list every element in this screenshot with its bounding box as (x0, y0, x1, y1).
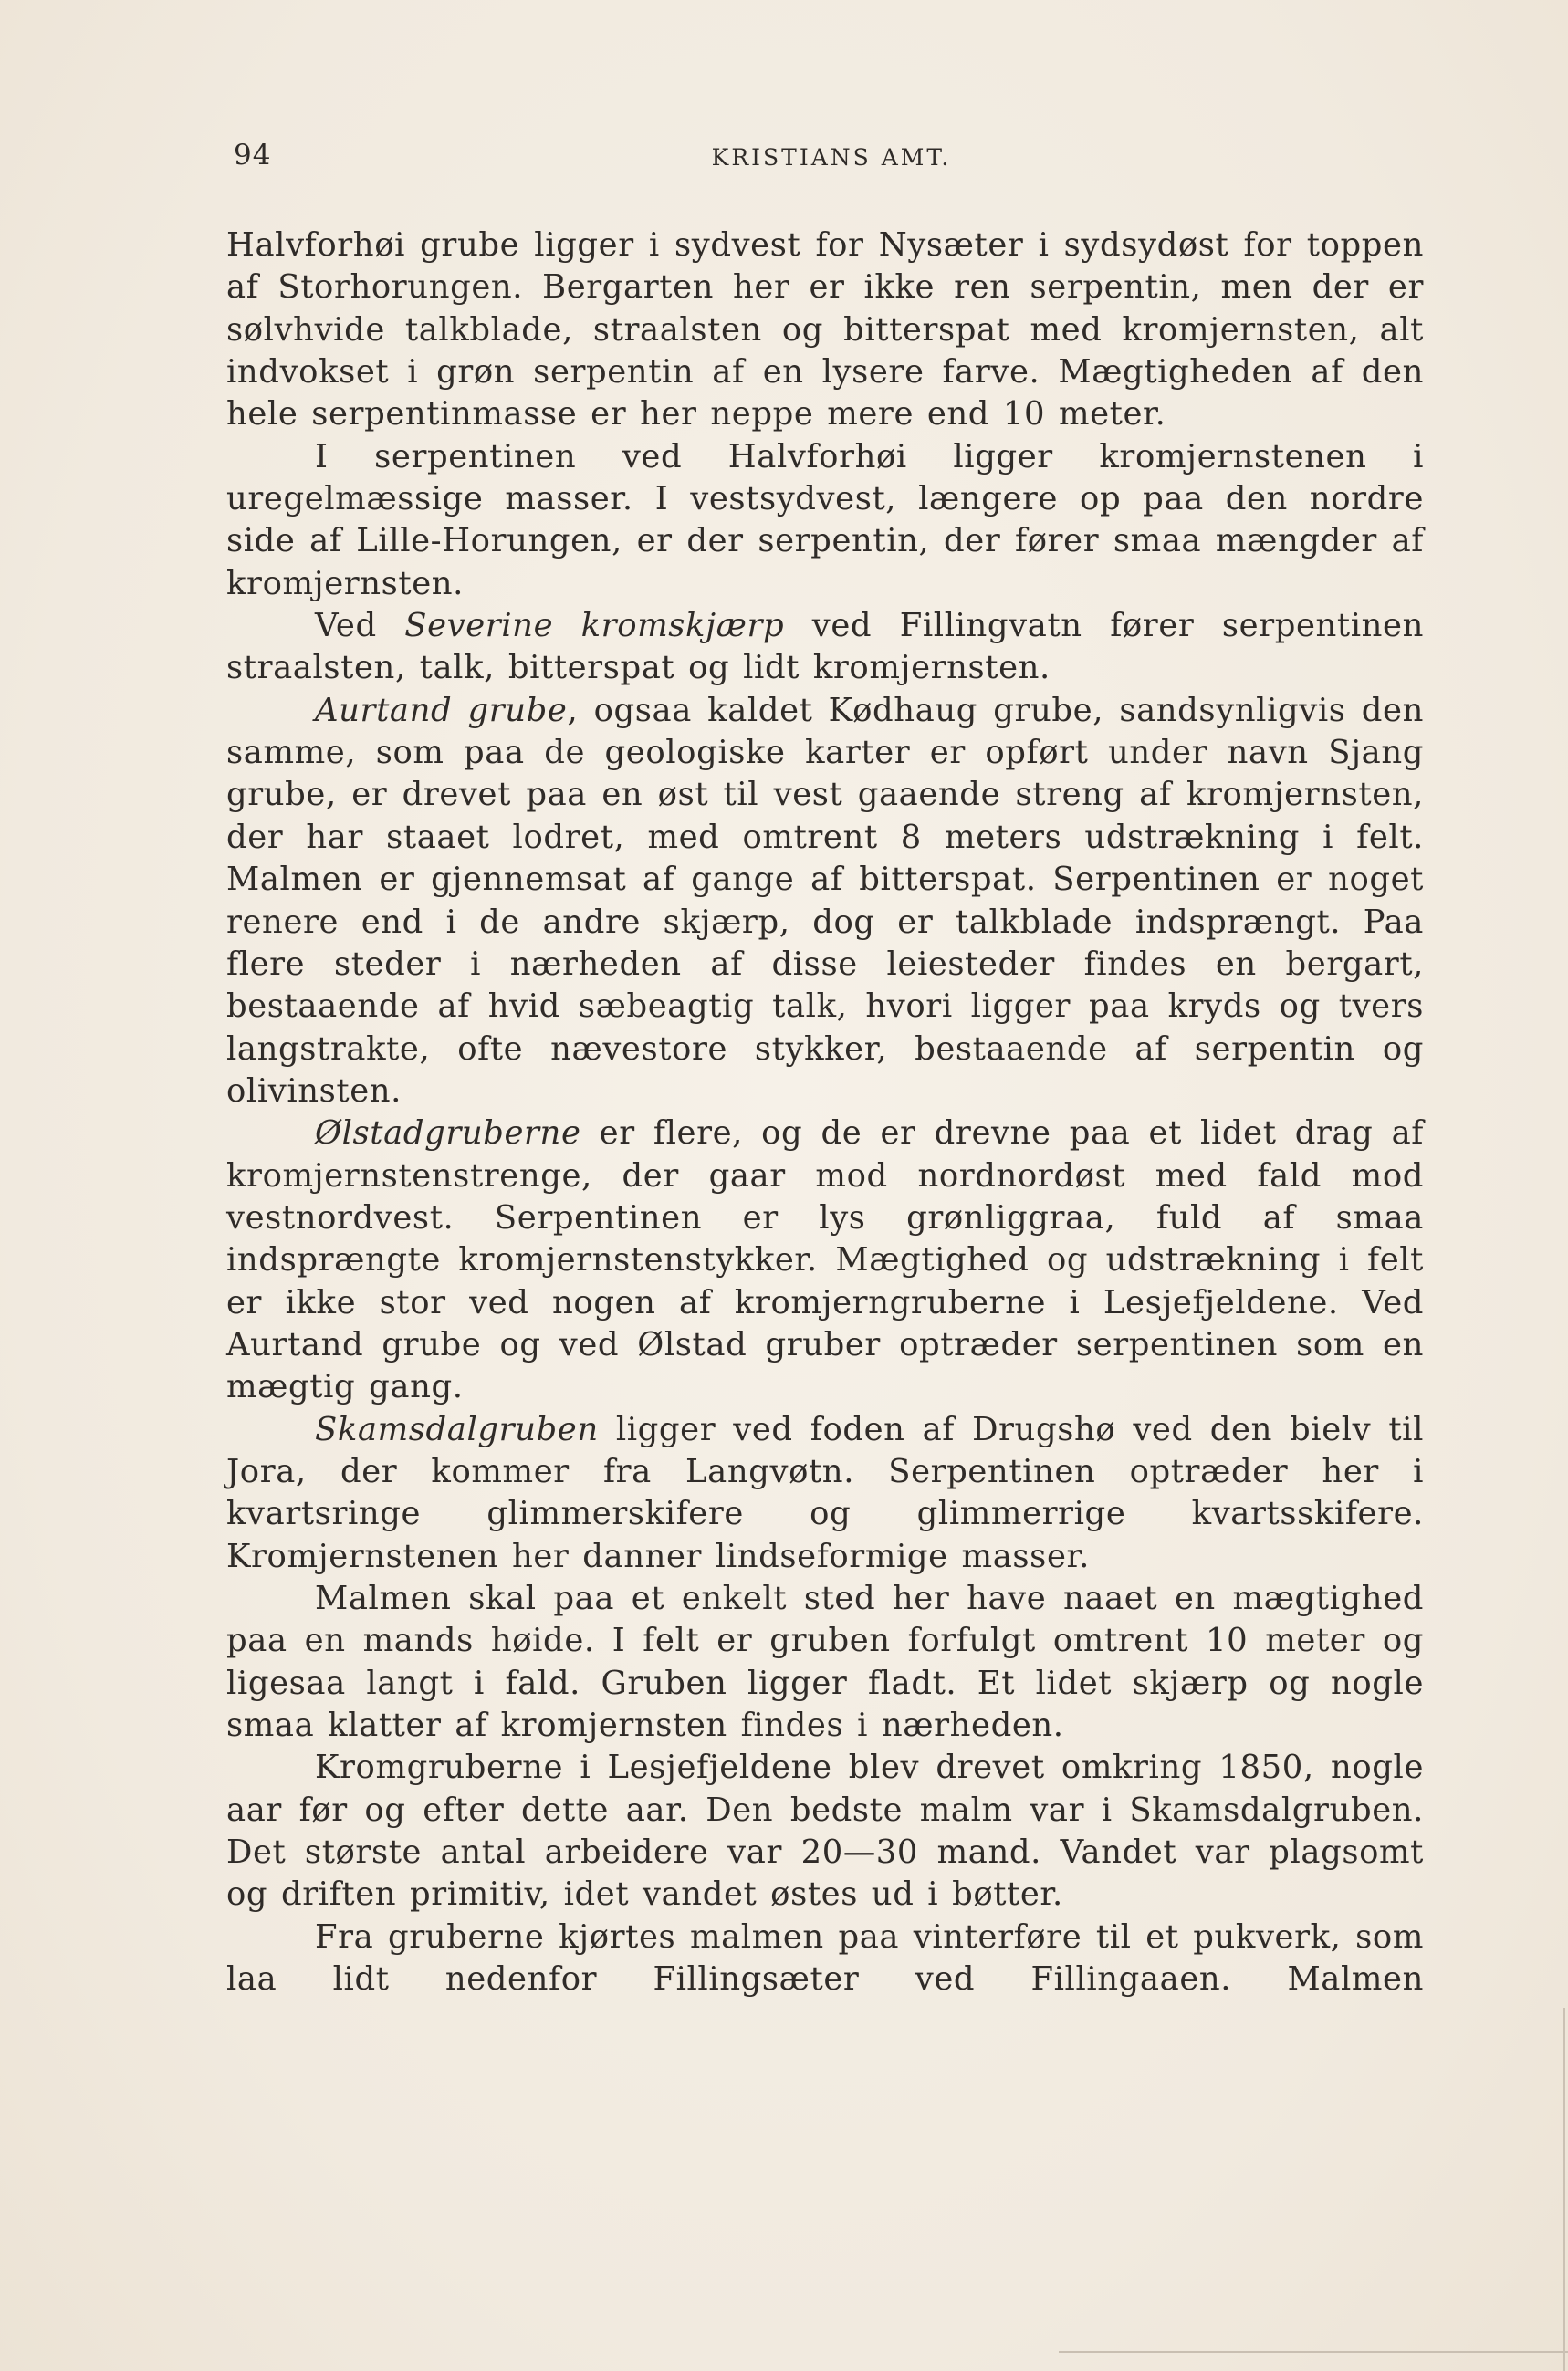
paragraph-text: I serpentinen ved Halvforhøi ligger kromjernstenen i uregelmæssige masser. I vestsydvest, længere op paa den nordre side af Lille-Horungen, er der serpentin, der fører smaa mængder af kromjernsten. (226, 437, 1424, 602)
paragraph (226, 1747, 1424, 1916)
paragraph-text: Ved (315, 607, 405, 645)
paragraph (226, 1917, 1424, 2001)
paragraph-text: Malmen skal paa et enkelt sted her have naaet en mægtighed paa en mands høide. I felt er gruben forfulgt omtrent 10 meter og ligesaa langt i fald. Gruben ligger fladt. Et lidet skjærp og nogle smaa klatter af kromjernsten findes i nærheden. (226, 1580, 1424, 1745)
paragraph (226, 225, 1424, 436)
italic-term: Severine kromskjærp (404, 607, 785, 645)
body-text (226, 225, 1424, 2000)
page-header (234, 139, 1429, 184)
paragraph-text: ligger ved foden af Drugshø ved den bielv til Jora, der kommer fra Langvøtn. Serpentinen optræder her i kvartsringe glimmerskifere og glimmerrige kvartsskifere. Kromjernstenen her danner lindseformige masser. (226, 1410, 1424, 1575)
italic-term: Skamsdalgruben (315, 1410, 599, 1448)
scan-right-edge (1563, 2008, 1565, 2371)
running-title: KRISTIANS AMT. (711, 144, 952, 171)
page-number: 94 (234, 139, 272, 172)
paragraph-text: Halvforhøi grube ligger i sydvest for Nysæter i sydsydøst for toppen af Storhorungen. Bergarten her er ikke ren serpentin, men der er sølvhvide talkblade, straalsten og bitterspat med kromjernsten, alt indvokset i grøn serpentin af en lysere farve. Mægtigheden af den hele serpentinmasse er her neppe mere end 10 meter. (226, 226, 1424, 433)
paragraph (226, 1409, 1424, 1578)
paragraph (226, 1578, 1424, 1747)
paragraph (226, 690, 1424, 1112)
paragraph-text: Fra gruberne kjørtes malmen paa vinterføre til et pukverk, som laa lidt nedenfor Fillingsæter ved Fillingaaen. Malmen (226, 1917, 1424, 1999)
paragraph (226, 605, 1424, 690)
paragraph-text: Kromgruberne i Lesjefjeldene blev drevet omkring 1850, nogle aar før og efter dette aar. Den bedste malm var i Skamsdalgruben. Det største antal arbeidere var 20—30 mand. Vandet var plagsomt og driften primitiv, idet vandet østes ud i bøtter. (226, 1749, 1424, 1914)
paragraph-text: er flere, og de er drevne paa et lidet drag af kromjernstenstrenge, der gaar mod nordnordøst med fald mod vestnordvest. Serpentinen er lys grønliggraa, fuld af smaa indsprængte kromjernstenstykker. Mægtighed og udstrækning i felt er ikke stor ved nogen af kromjerngruberne i Lesjefjeldene. Ved Aurtand grube og ved Ølstad gruber optræder serpentinen som en mægtig gang. (226, 1114, 1424, 1406)
paragraph-text: , ogsaa kaldet Kødhaug grube, sandsynligvis den samme, som paa de geologiske karter er opført under navn Sjang grube, er drevet paa en øst til vest gaaende streng af kromjernsten, der har staaet lodret, med omtrent 8 meters udstrækning i felt. Malmen er gjennemsat af gange af bitterspat. Serpentinen er noget renere end i de andre skjærp, dog er talkblade indsprængt. Paa flere steder i nærheden af disse leiesteder findes en bergart, bestaaende af hvid sæbeagtig talk, hvori ligger paa kryds og tvers langstrakte, ofte nævestore stykker, bestaaende af serpentin og olivinsten. (226, 691, 1424, 1110)
paragraph-text: ved Fillingvatn fører serpentinen straalsten, talk, bitterspat og lidt kromjernsten. (226, 607, 1424, 687)
paragraph (226, 436, 1424, 605)
scan-edge-line (1059, 2351, 1568, 2353)
italic-term: Ølstadgruberne (315, 1114, 581, 1153)
paragraph (226, 1112, 1424, 1408)
italic-term: Aurtand grube (315, 691, 568, 729)
